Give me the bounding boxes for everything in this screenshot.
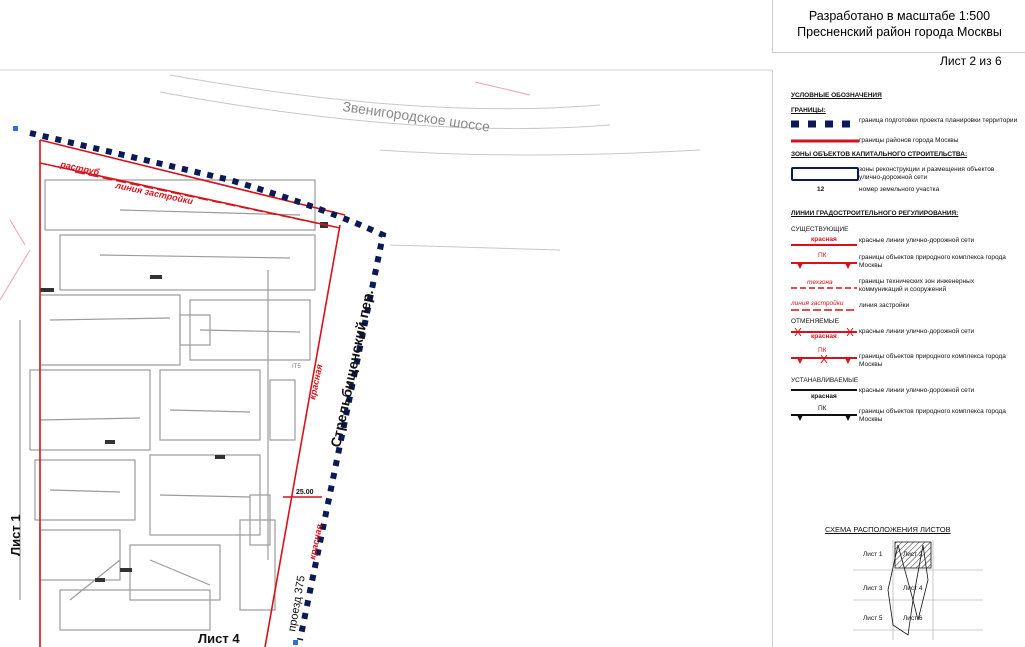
symbol-pk-cancel-label: ПК bbox=[818, 347, 827, 354]
label-rastrub: раструб bbox=[59, 159, 101, 178]
legend-title: УСЛОВНЫЕ ОБОЗНАЧЕНИЯ bbox=[791, 92, 882, 99]
sheet-left-label[interactable]: Лист 1 bbox=[8, 514, 23, 556]
legend-lines-head: ЛИНИИ ГРАДОСТРОИТЕЛЬНОГО РЕГУЛИРОВАНИЯ: bbox=[791, 210, 959, 217]
legend-zones-head: ЗОНЫ ОБЪЕКТОВ КАПИТАЛЬНОГО СТРОИТЕЛЬСТВА: bbox=[791, 151, 968, 158]
legend-natural-bounds: границы объектов природного комплекса города Москвы bbox=[859, 254, 1006, 269]
project-boundary bbox=[30, 133, 383, 640]
small-mark: IT5 bbox=[292, 364, 301, 370]
district-line: Пресненский район города Москвы bbox=[797, 25, 1002, 39]
scheme-sheet-1[interactable]: Лист 1 bbox=[863, 551, 883, 558]
legend-boundary-districts: границы районов города Москвы bbox=[859, 137, 959, 144]
symbol-pk-label: ПК bbox=[818, 252, 827, 259]
scheme-sheet-4[interactable]: Лист 4 bbox=[903, 585, 923, 592]
symbol-red-established-label: красная bbox=[811, 393, 837, 400]
legend-natural-bounds-cancelled: границы объектов природного комплекса города Москвы bbox=[859, 353, 1006, 368]
scheme-sheet-6[interactable]: Лист 6 bbox=[903, 615, 923, 622]
symbol-district-boundary bbox=[789, 138, 861, 144]
legend-red-lines-established: красные линии улично-дорожной сети bbox=[859, 387, 975, 394]
road-outline bbox=[160, 75, 700, 250]
symbol-red-label: красная bbox=[811, 236, 837, 243]
corner-marker bbox=[13, 126, 18, 131]
scheme-sheet-2[interactable]: Лист 2 bbox=[903, 551, 923, 558]
scheme-sheet-5[interactable]: Лист 5 bbox=[863, 615, 883, 622]
sheet-number: Лист 2 из 6 bbox=[940, 54, 1002, 68]
symbol-project-boundary bbox=[789, 118, 861, 130]
symbol-tech-line bbox=[789, 286, 859, 291]
label-zastroiki: линия застройки bbox=[114, 180, 194, 207]
red-lines bbox=[40, 140, 345, 647]
corner-marker bbox=[293, 640, 298, 645]
symbol-red-line bbox=[789, 243, 859, 248]
legend-zone-road: зоны реконструкции и размещения объектов улично-дорожной сети bbox=[859, 166, 995, 181]
symbol-pk-established-label: ПК bbox=[818, 405, 827, 412]
road-label-zvenigorodskoe: Звенигородское шоссе bbox=[341, 98, 492, 135]
symbol-red-cancel-label: красная bbox=[811, 333, 837, 340]
symbol-pk-line bbox=[789, 260, 859, 270]
legend-cancelled: ОТМЕНЯЕМЫЕ bbox=[791, 318, 840, 325]
symbol-pk-established-line bbox=[789, 412, 859, 422]
legend-boundary-project: граница подготовки проекта планировки территории bbox=[859, 117, 1018, 124]
legend-existing: СУЩЕСТВУЮЩИЕ bbox=[791, 226, 849, 233]
legend-build-line: линия застройки bbox=[859, 302, 910, 309]
sheet-bottom-label[interactable]: Лист 4 bbox=[198, 631, 240, 646]
building-footprints bbox=[20, 180, 315, 630]
label-krasnaya-1: красная bbox=[307, 363, 325, 401]
scheme-title: СХЕМА РАСПОЛОЖЕНИЯ ЛИСТОВ bbox=[825, 525, 951, 534]
symbol-pk-cancel-line bbox=[789, 355, 859, 365]
legend-red-lines-cancelled: красные линии улично-дорожной сети bbox=[859, 328, 975, 335]
symbol-zone-road bbox=[791, 167, 859, 181]
symbol-tech-label: техзона bbox=[807, 279, 833, 286]
legend-boundaries-head: ГРАНИЦЫ: bbox=[791, 107, 826, 114]
symbol-build-label: линия застройки bbox=[791, 300, 844, 307]
legend-tech-zones: границы технических зон инженерных коммуникаций и сооружений bbox=[859, 278, 975, 293]
street-label-strelbishchensky: Стрельбищенский пер. bbox=[327, 288, 377, 449]
symbol-build-line bbox=[789, 308, 859, 313]
dimension-label: 25.00 bbox=[296, 489, 314, 496]
label-krasnaya-2: красная bbox=[307, 523, 325, 561]
symbol-lot-number: 12 bbox=[817, 186, 825, 193]
scheme-sheet-3[interactable]: Лист 3 bbox=[863, 585, 883, 592]
legend-natural-bounds-established: границы объектов природного комплекса города Москвы bbox=[859, 408, 1006, 423]
dark-marks bbox=[40, 222, 328, 582]
legend-red-lines: красные линии улично-дорожной сети bbox=[859, 237, 975, 244]
title-block bbox=[772, 0, 1025, 53]
legend-panel bbox=[772, 70, 1025, 647]
legend-established: УСТАНАВЛИВАЕМЫЕ bbox=[791, 377, 859, 384]
label-drive-375: проезд 375 bbox=[286, 574, 308, 633]
legend-lot-number: номер земельного участка bbox=[859, 186, 940, 193]
scale-line: Разработано в масштабе 1:500 bbox=[808, 9, 991, 23]
